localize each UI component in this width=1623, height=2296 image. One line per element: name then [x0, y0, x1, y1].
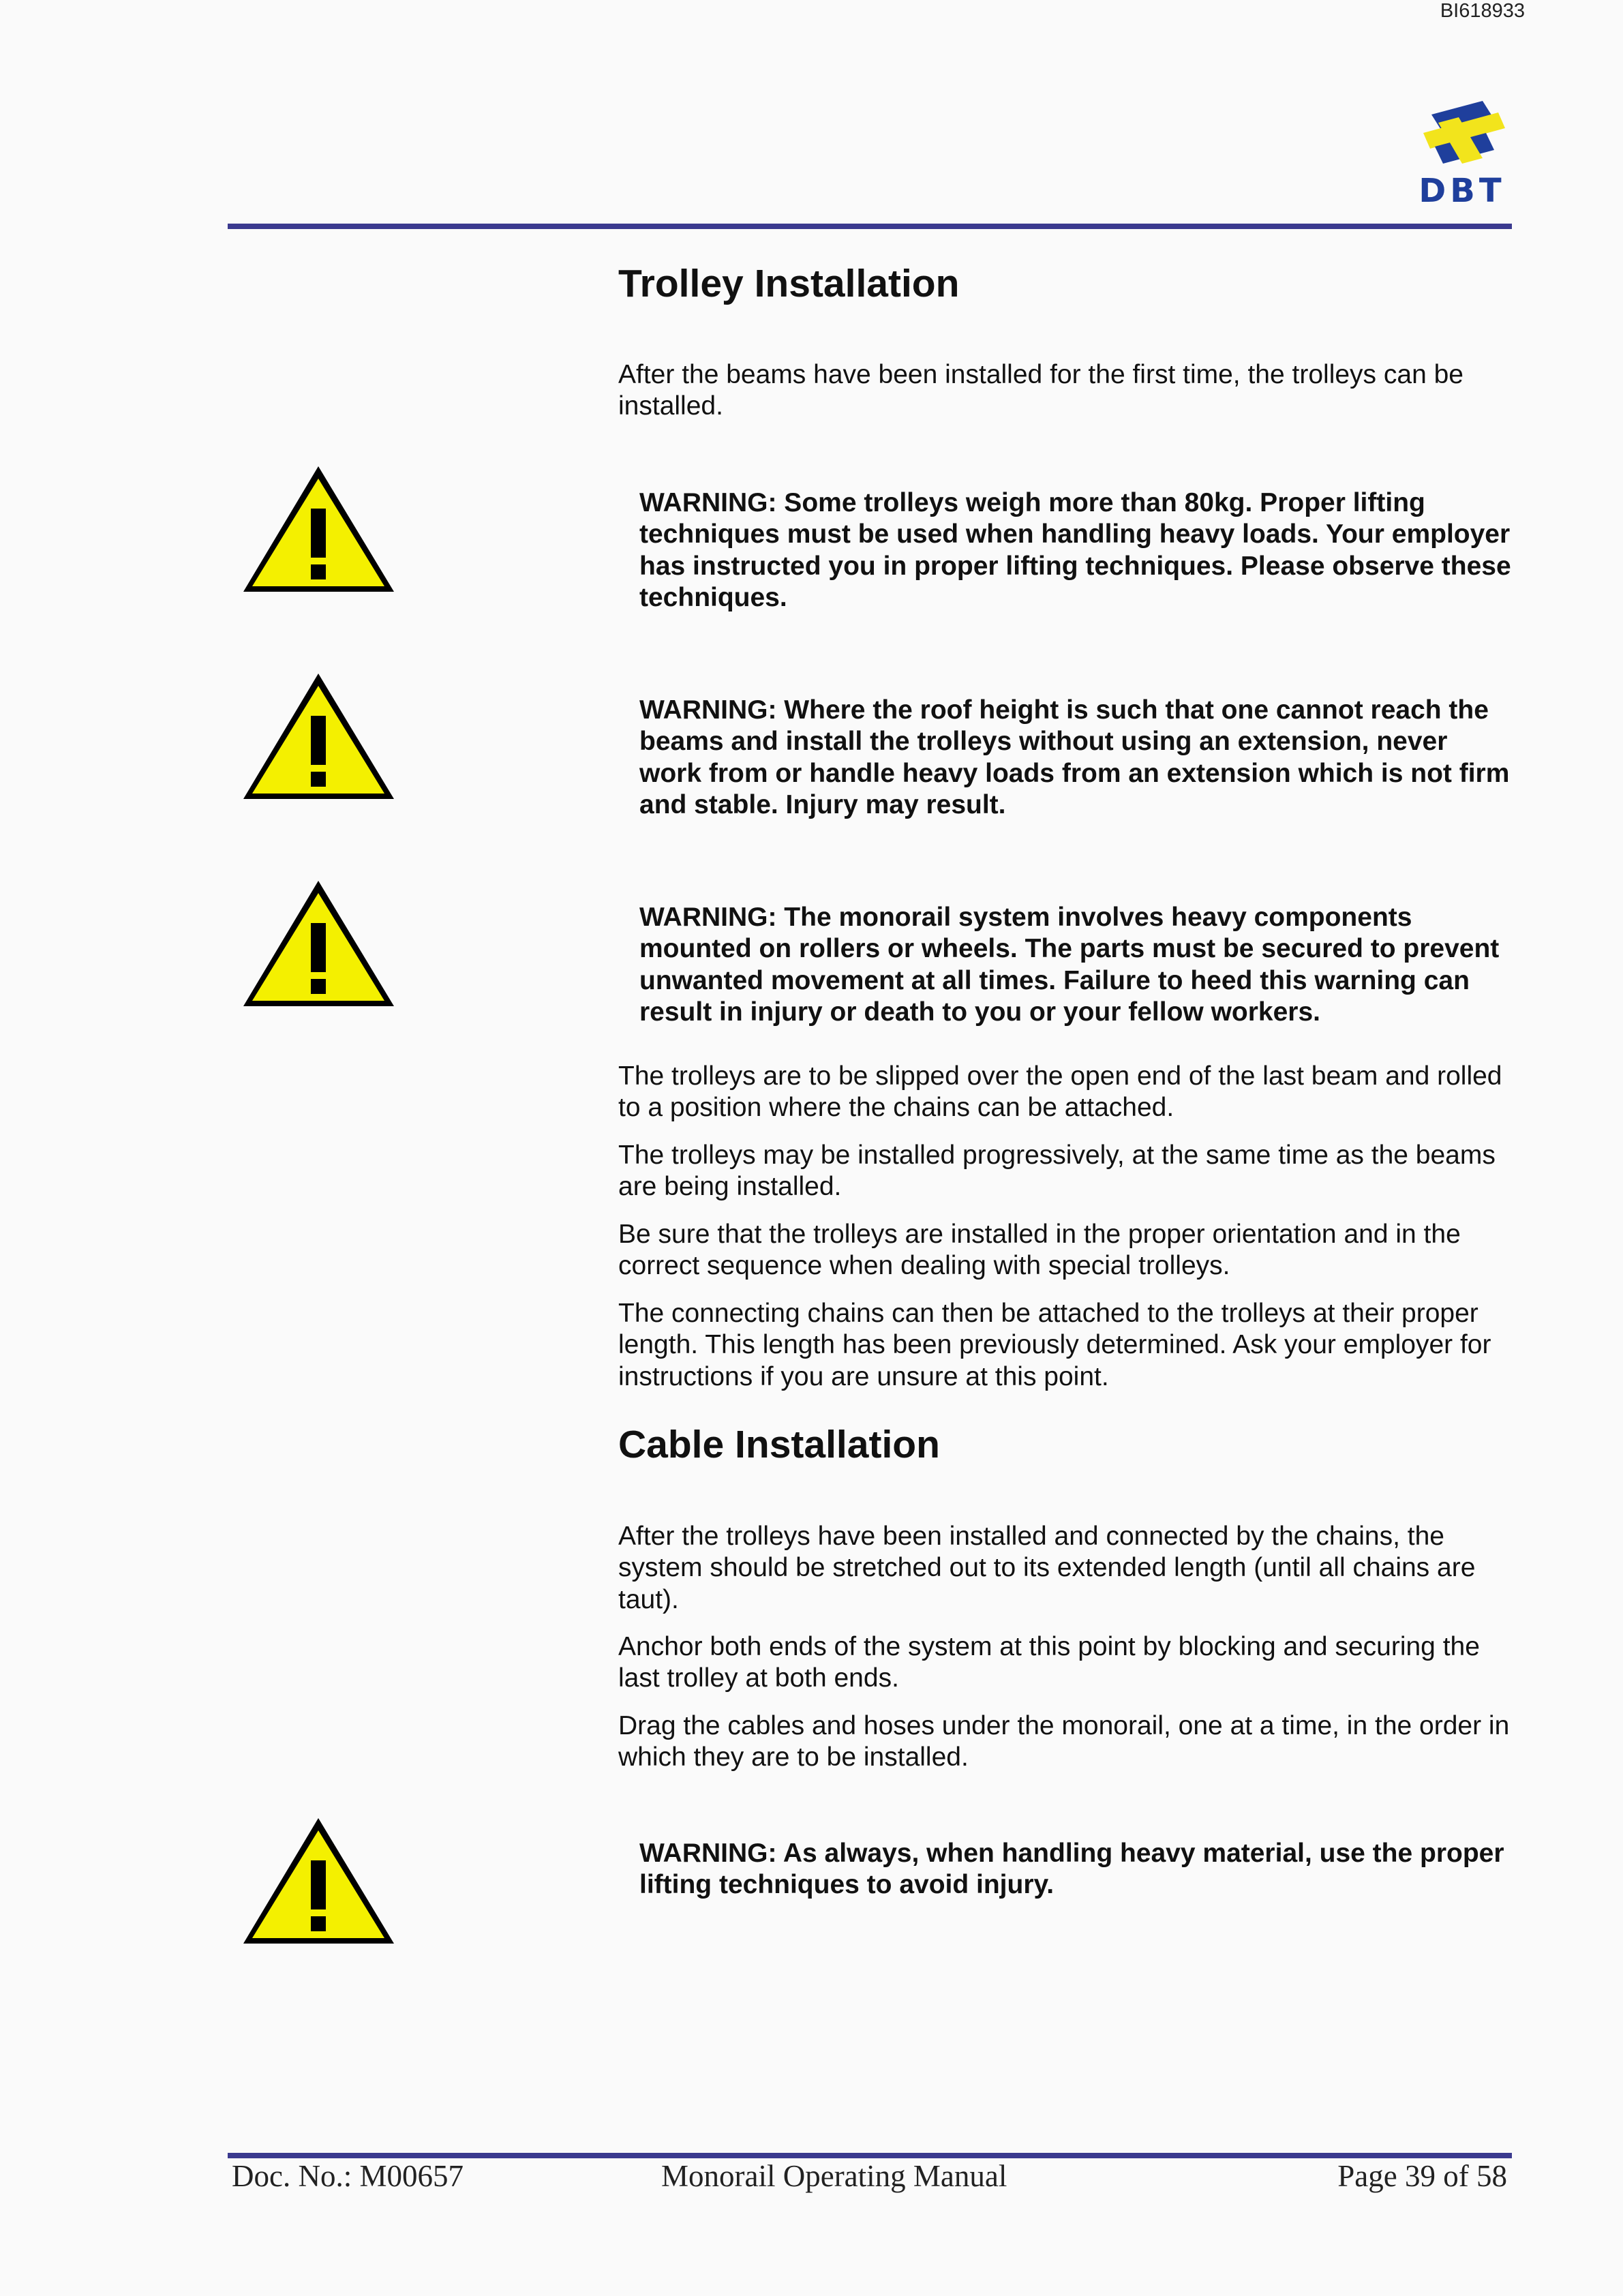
document-code: BI618933 [1440, 0, 1525, 22]
body-paragraph: Drag the cables and hoses under the monorail, one at a time, in the order in which they are to be installed. [618, 1711, 1510, 1772]
body-paragraph: The trolleys are to be slipped over the open end of the last beam and rolled to a position where the chains can be attached. [618, 1061, 1502, 1123]
intro-paragraph: After the beams have been installed for the first time, the trolleys can be installed. [618, 360, 1463, 421]
logo-text: DBT [1419, 172, 1506, 210]
section-title-cable-installation: Cable Installation [618, 1423, 940, 1466]
footer-doc-number: Doc. No.: M00657 [232, 2159, 464, 2193]
section-title-trolley-installation: Trolley Installation [618, 262, 960, 305]
footer-rule [228, 2153, 1512, 2158]
warning-text: WARNING: As always, when handling heavy material, use the proper lifting techniques to avoid injury. [639, 1839, 1504, 1900]
body-paragraph: After the trolleys have been installed and connected by the chains, the system should be stretched out to its extended length (until all chains are taut). [618, 1522, 1476, 1614]
warning-triangle-icon [239, 1813, 399, 1949]
footer-page-number: Page 39 of 58 [1337, 2159, 1507, 2193]
warning-triangle-icon [239, 875, 399, 1012]
warning-triangle-icon [239, 668, 399, 804]
footer-manual-title: Monorail Operating Manual [661, 2159, 1007, 2193]
warning-text: WARNING: Some trolleys weigh more than 80kg. Proper lifting techniques must be used when handling heavy loads. Your employer has instructed you in proper lifting techniques. Please observe these techniques. [639, 488, 1511, 613]
body-paragraph: Anchor both ends of the system at this point by blocking and securing the last trolley at both ends. [618, 1632, 1480, 1693]
warning-text: WARNING: The monorail system involves heavy components mounted on rollers or wheels. The parts must be secured to prevent unwanted movement at all times. Failure to heed this warning can result in injury or death to you or your fellow workers. [639, 903, 1500, 1027]
warning-triangle-icon [239, 461, 399, 597]
header-rule [228, 224, 1512, 229]
warning-text: WARNING: Where the roof height is such that one cannot reach the beams and install the trolleys without using an extension, never work from or handle heavy loads from an extension which is not firm and stable. Injury may result. [639, 695, 1510, 820]
dbt-logo-mark [1418, 95, 1506, 170]
body-paragraph: Be sure that the trolleys are installed in the proper orientation and in the correct sequence when dealing with special trolleys. [618, 1220, 1461, 1281]
dbt-logo [1418, 95, 1506, 211]
body-paragraph: The trolleys may be installed progressively, at the same time as the beams are being installed. [618, 1141, 1496, 1202]
body-paragraph: The connecting chains can then be attached to the trolleys at their proper length. This length has been previously determined. Ask your employer for instructions if you are unsure at this point. [618, 1299, 1491, 1391]
